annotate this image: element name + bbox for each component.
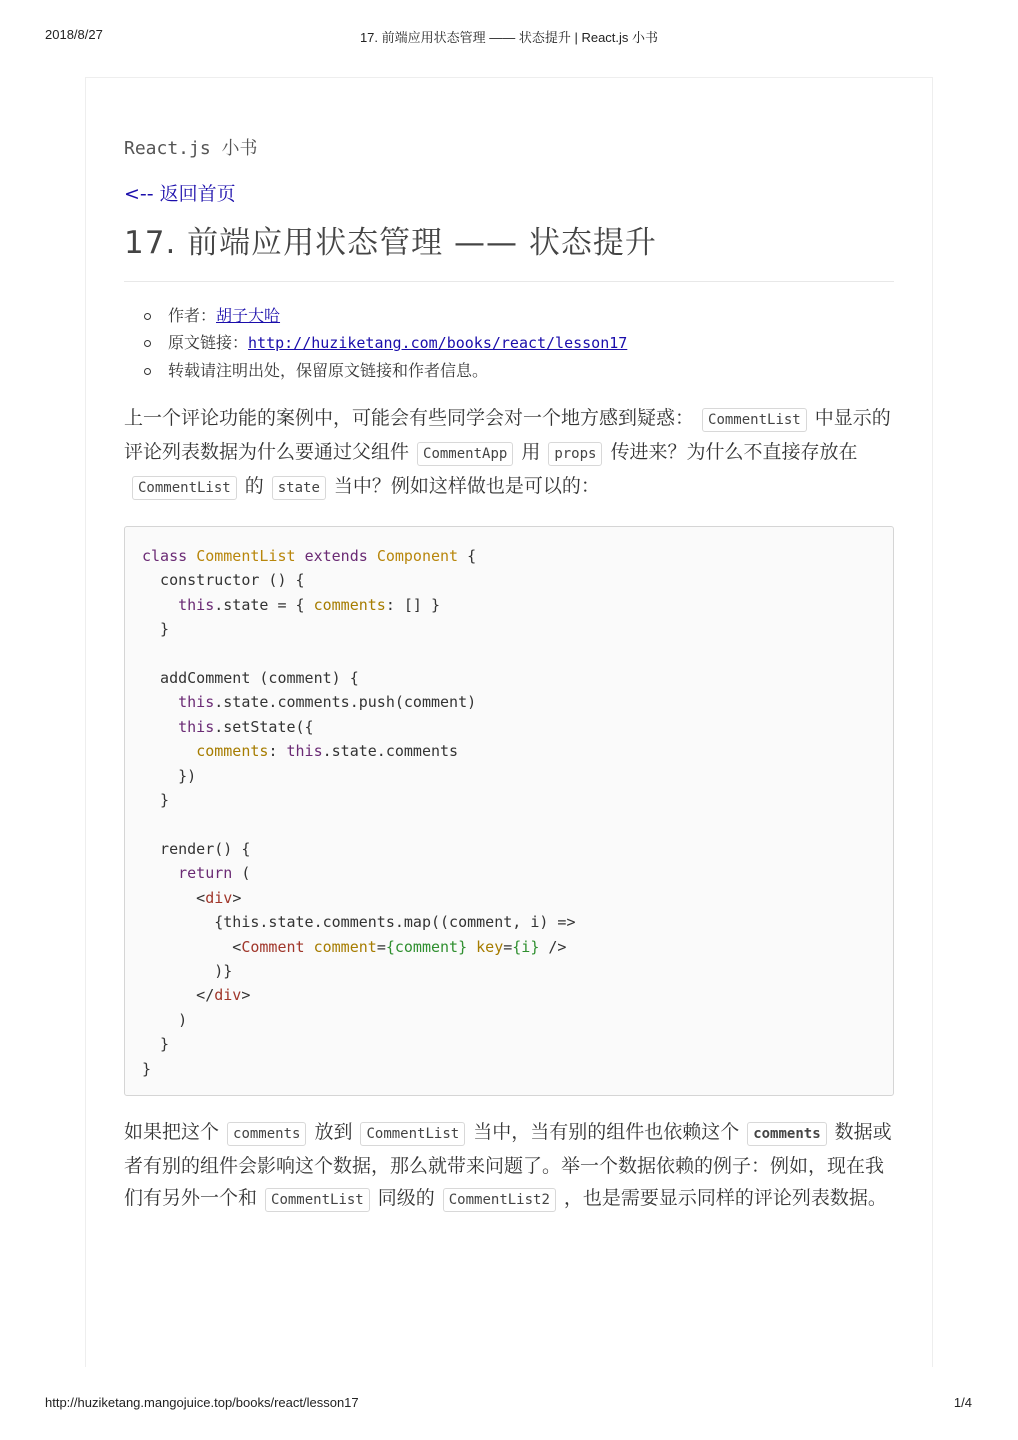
para2-text-1: 如果把这个	[124, 1120, 220, 1143]
print-header	[0, 27, 1018, 47]
back-home-link[interactable]: <-- 返回首页	[124, 183, 236, 205]
para2-text-4: 数据或者有别的组件会影响这个数据，那么就带来问题了。举一个数据依赖的例子：例如，现在我们有另外一个和	[124, 1120, 892, 1209]
code-line: {this.state.comments.map((comment, i) =>	[142, 913, 576, 932]
code-token: .state.comments.push(comment)	[214, 693, 477, 712]
code-line: }	[142, 620, 170, 639]
intro-paragraph	[124, 402, 894, 504]
title-divider	[124, 281, 894, 282]
inline-code-props: props	[548, 442, 602, 466]
article-meta-list	[124, 302, 894, 384]
inline-code-state: state	[272, 476, 326, 500]
code-token: comments	[196, 742, 269, 761]
para1-text-6: 当中？例如这样做也是可以的：	[333, 475, 600, 497]
inline-code-commentlist2: CommentList2	[443, 1188, 556, 1212]
print-footer	[0, 1395, 1018, 1415]
inline-code-commentapp: CommentApp	[417, 442, 513, 466]
code-token: this	[178, 717, 215, 736]
code-line: }	[142, 1059, 152, 1078]
code-token: {	[458, 547, 477, 565]
code-token: .state = {	[214, 595, 314, 614]
inline-code-commentlist-4: CommentList	[265, 1188, 370, 1212]
para2-text-6: ，也是需要显示同样的评论列表数据。	[563, 1186, 887, 1209]
para2-text-3: 当中，当有别的组件也依赖这个	[473, 1120, 740, 1143]
author-label: 作者：	[168, 306, 217, 325]
code-token: this	[178, 693, 215, 712]
site-title: React.js 小书	[124, 138, 258, 159]
code-token: this	[286, 742, 323, 761]
para1-text-4: 传进来？为什么不直接存放在	[610, 441, 858, 463]
meta-notice	[168, 357, 894, 384]
para1-text-1: 上一个评论功能的案例中，可能会有些同学会对一个地方感到疑惑：	[124, 407, 695, 429]
para1-text-5: 的	[244, 475, 264, 497]
code-token: Comment	[241, 937, 305, 956]
code-line: render() {	[142, 839, 251, 858]
meta-author	[168, 302, 894, 329]
inline-code-commentlist-2: CommentList	[132, 476, 237, 500]
code-token: .setState({	[214, 717, 314, 736]
print-page-number: 1/4	[953, 1395, 972, 1410]
code-token: CommentList	[196, 547, 296, 565]
copyright-notice: 转载请注明出处，保留原文链接和作者信息。	[168, 361, 489, 380]
code-token: (	[232, 864, 251, 883]
code-token: comment	[313, 937, 377, 956]
code-line: )}	[142, 961, 233, 980]
code-line: )	[142, 1010, 188, 1029]
code-token: Component	[376, 547, 459, 565]
inline-code-comments-bold: comments	[747, 1122, 826, 1146]
print-url: http://huziketang.mangojuice.top/books/react/lesson17	[45, 1395, 359, 1410]
inline-code-commentlist: CommentList	[702, 408, 807, 432]
code-line: constructor () {	[142, 571, 305, 590]
code-token: comments	[313, 595, 386, 614]
code-line: }	[142, 1035, 170, 1054]
author-link[interactable]: 胡子大哈	[216, 306, 281, 325]
print-doc-title: 17. 前端应用状态管理 —— 状态提升 | React.js 小书	[359, 30, 659, 45]
code-line: }	[142, 791, 170, 810]
code-token: class	[142, 547, 188, 565]
page-title: 17. 前端应用状态管理 —— 状态提升	[124, 225, 657, 261]
page-sheet	[85, 77, 933, 1367]
para2-text-2: 放到	[314, 1120, 353, 1143]
code-token: :	[268, 742, 287, 761]
code-token: {comment}	[385, 937, 468, 956]
problem-paragraph	[124, 1116, 894, 1216]
code-token: .state.comments	[322, 742, 459, 761]
para2-text-5: 同级的	[377, 1186, 435, 1209]
print-date: 2018/8/27	[45, 27, 103, 42]
para1-text-3: 用	[521, 441, 541, 463]
source-link[interactable]: http://huziketang.com/books/react/lesson17	[248, 334, 628, 352]
code-token: div	[205, 888, 233, 907]
code-token: {i}	[512, 937, 540, 956]
code-example: class CommentList extends Component { constructor () { this.state = { comments: [] } } addComment (comment) { this.state.comments.push(comment) this.setState({ comments: this.state.comments }) } render() { return ( <div> {this.state.comments.map((comment, i) => <Comment comment={comment} key={i} /> )} </div> ) } }	[124, 526, 894, 1096]
code-token: this	[178, 595, 215, 614]
code-token: extends	[304, 547, 368, 565]
para1-text-2: 中显示的评论列表数据为什么要通过父组件	[124, 407, 891, 463]
inline-code-commentlist-3: CommentList	[360, 1122, 465, 1146]
article-content	[124, 135, 894, 1216]
meta-source	[168, 329, 894, 357]
inline-code-comments: comments	[227, 1122, 306, 1146]
code-line: addComment (comment) {	[142, 669, 359, 688]
code-token: key	[476, 937, 504, 956]
source-label: 原文链接：	[168, 333, 249, 352]
code-line: })	[142, 766, 197, 785]
code-token: return	[178, 864, 233, 883]
code-token: div	[214, 986, 242, 1005]
code-token: : [] }	[385, 595, 441, 614]
